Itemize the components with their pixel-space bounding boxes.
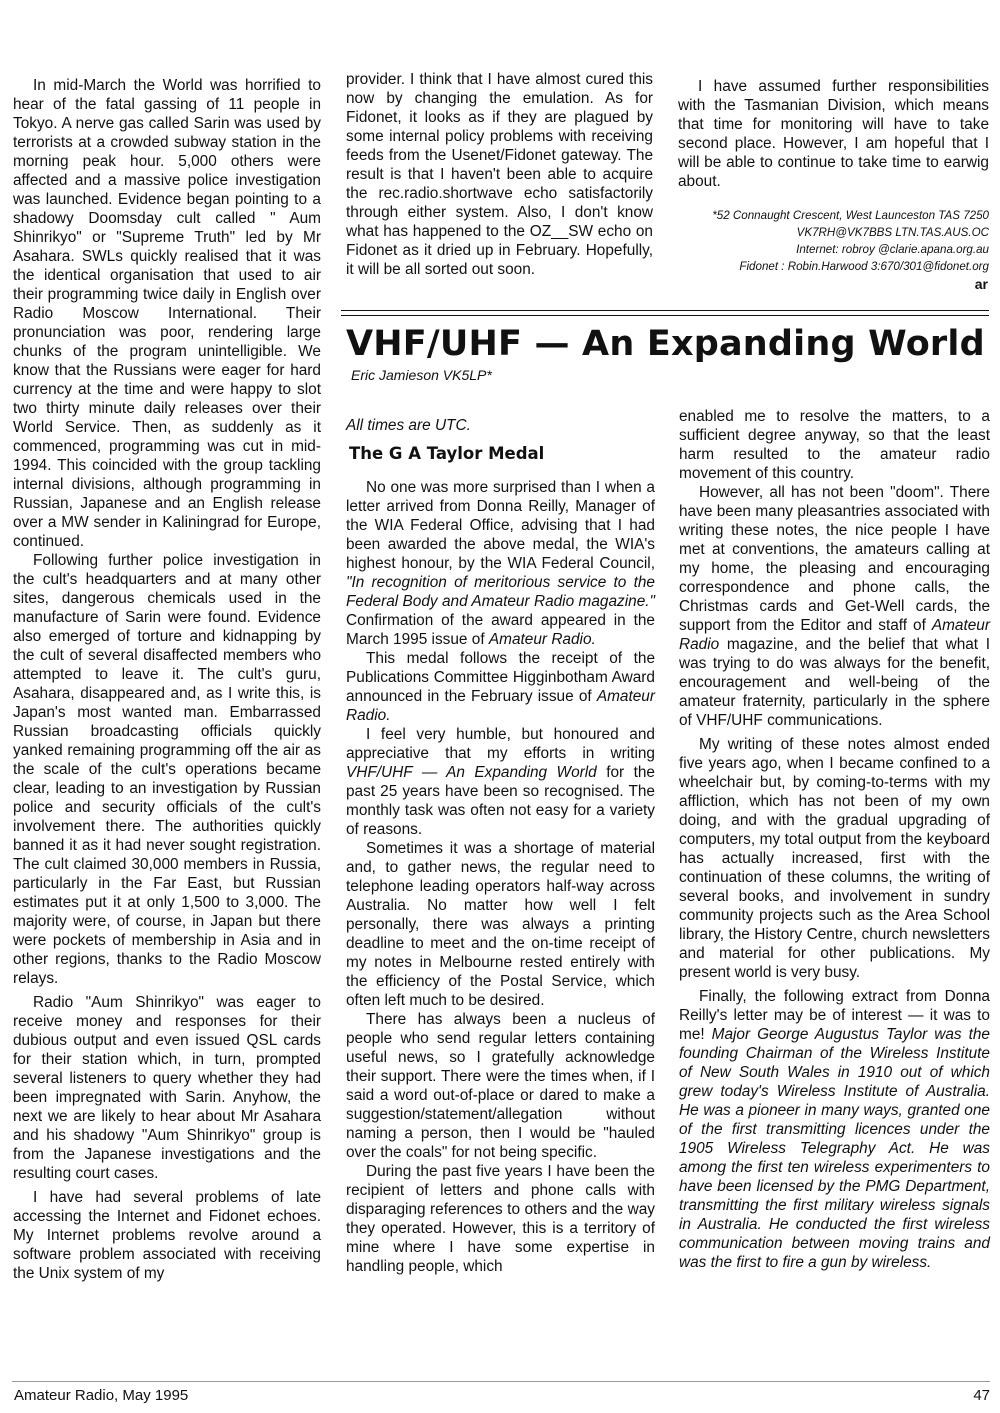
times-note: All times are UTC.	[346, 417, 471, 434]
author-address	[640, 207, 989, 275]
divider	[341, 310, 989, 311]
column-left	[13, 76, 321, 1283]
article-byline: Eric Jamieson VK5LP*	[351, 367, 492, 383]
body-paragraph: My writing of these notes almost ended five years ago, when I became confined to a wheelchair but, by coming-to-terms with my affliction, which has not been of my own doing, and with the gradual upgrading of computers, my total output from the keyboard has actually increased, first with the continuation of these columns, the writing of several books, and involvement in sundry community projects such as the Area School library, the History Centre, church newsletters and material for other publications. My present world is very busy.	[679, 736, 990, 981]
page-number: 47	[973, 1387, 990, 1404]
article-column-left	[346, 416, 655, 1276]
body-paragraph: I feel very humble, but honoured and appreciative that my efforts in writing VHF/UHF — An Expanding World for the past 25 years have been so recognised. The monthly task was often not easy for a variety of reasons.	[346, 726, 655, 838]
body-paragraph: In mid-March the World was horrified to hear of the fatal gassing of 11 people in Tokyo. A nerve gas called Sarin was used by terrorists at a crowded subway station in the morning peak hour. 5,000 others were affected and a massive police investigation was launched. Evidence began pointing to a shadowy Doomsday cult called " Aum Shinrikyo" or "Supreme Truth" led by Mr Asahara. SWLs quickly realised that it was the identical organisation that used to air their programming twice daily in English over Radio Moscow International. Their pronunciation was poor, rendering large chunks of the program unintelligible. We know that the Russians were eager for hard currency at the time and were happy to slot two thirty minute daily releases over their World Service. Then, as suddenly as it commenced, programming was cut in mid-1994. This coincided with the group tackling internal divisions, although programming in Russian, Japanese and an English release over a MW sender in Kaliningrad for Europe, continued.	[13, 77, 321, 550]
article-title: VHF/UHF — An Expanding World	[346, 324, 985, 364]
column-right-top	[678, 77, 989, 191]
article-column-right	[679, 407, 990, 1272]
column-middle-top	[346, 70, 653, 279]
body-paragraph: I have assumed further responsibilities with the Tasmanian Division, which means that time for monitoring will have to take second place. However, I am hopeful that I will be able to continue to take time to earwig about.	[678, 78, 989, 190]
address-line: Fidonet : Robin.Harwood 3:670/301@fidonet.org	[739, 260, 989, 273]
address-line: *52 Connaught Crescent, West Launceston TAS 7250	[712, 209, 989, 222]
body-paragraph: There has always been a nucleus of people who send regular letters containing useful news, so I gratefully acknowledge their support. There were the times when, if I said a word out-of-place or dared to make a suggestion/statement/allegation without naming a person, then I would be "hauled over the coals" for not being specific.	[346, 1011, 655, 1161]
signoff-mark: ar	[974, 276, 988, 292]
section-heading: The G A Taylor Medal	[349, 444, 545, 463]
address-line: Internet: robroy @clarie.apana.org.au	[796, 243, 989, 256]
body-paragraph: enabled me to resolve the matters, to a sufficient degree anyway, so that the least harm resulted to the amateur radio movement of this country.	[679, 408, 990, 482]
body-paragraph: I have had several problems of late accessing the Internet and Fidonet echoes. My Internet problems revolve around a software problem associated with receiving the Unix system of my	[13, 1189, 321, 1282]
body-paragraph: This medal follows the receipt of the Publications Committee Higginbotham Award announced in the February issue of Amateur Radio.	[346, 650, 655, 724]
body-paragraph: Following further police investigation in the cult's headquarters and at many other sites, dangerous chemicals used in the manufacture of Sarin were found. Evidence also emerged of torture and kidnapping by the cult of several disaffected members who attempted to leave it. The cult's guru, Asahara, disappeared and, as I write this, is Japan's most wanted man. Embarrassed Russian broadcasting officials quickly yanked remaining programming off the air as the scale of the cult's operations became clear, leading to an investigation by Russian police and security officials of the cult's involvement there. The authorities quickly banned it as it had never sought registration. The cult claimed 30,000 members in Russia, particularly in the Far East, but Russian estimates put it at only 1,500 to 3,000. The majority were, of course, in Japan but there were pockets of membership in Asia and in other regions, thanks to the Radio Moscow relays.	[13, 552, 321, 987]
footer-publication: Amateur Radio, May 1995	[14, 1387, 189, 1404]
body-paragraph: However, all has not been "doom". There have been many pleasantries associated with writing these notes, the nice people I have met at conventions, the amateurs calling at my home, the pleasing and encouraging correspondence and phone calls, the Christmas cards and Get-Well cards, the support from the Editor and staff of Amateur Radio magazine, and the belief that what I was trying to do was always for the benefit, encouragement and well-being of the amateur fraternity, particularly in the sphere of VHF/UHF communications.	[679, 484, 990, 729]
divider	[341, 315, 989, 316]
body-paragraph: provider. I think that I have almost cured this now by changing the emulation. As for Fidonet, it looks as if they are plagued by some internal policy problems with receiving feeds from the Usenet/Fidonet gateway. The result is that I haven't been able to acquire the rec.radio.shortwave echo satisfactorily through either system. Also, I don't know what has happened to the OZ__SW echo on Fidonet as it dried up in February. Hopefully, it will be all sorted out soon.	[346, 71, 653, 278]
body-paragraph: No one was more surprised than I when a letter arrived from Donna Reilly, Manager of the WIA Federal Office, advising that I had been awarded the above medal, the WIA's highest honour, by the WIA Federal Council, "In recognition of meritorious service to the Federal Body and Amateur Radio magazine." Confirmation of the award appeared in the March 1995 issue of Amateur Radio.	[346, 479, 655, 648]
body-paragraph: Finally, the following extract from Donna Reilly's letter may be of interest — it was to me! Major George Augustus Taylor was the founding Chairman of the Wireless Institute of New South Wales in 1910 out of which grew today's Wireless Institute of Australia. He was a pioneer in many ways, granted one of the first transmitting licences under the 1905 Wireless Telegraphy Act. He was among the first ten wireless experimenters to have been licensed by the PMG Department, transmitting the first military wireless signals in Australia. He conducted the first wireless communication between moving trains and was the first to fire a gun by wireless.	[679, 988, 990, 1271]
body-paragraph: Radio "Aum Shinrikyo" was eager to receive money and responses for their dubious output and even issued QSL cards for their station which, in turn, prompted several listeners to query whether they had been impregnated with Sarin. Anyhow, the next we are likely to hear about Mr Asahara and his shadowy "Aum Shinrikyo" group is from the Japanese investigations and the resulting court cases.	[13, 994, 321, 1182]
body-paragraph: During the past five years I have been the recipient of letters and phone calls with disparaging references to others and the way they operated. However, this is a territory of mine where I have some expertise in handling people, which	[346, 1163, 655, 1275]
footer-divider	[12, 1381, 990, 1382]
body-paragraph: Sometimes it was a shortage of material and, to gather news, the regular need to telephone leading operators half-way across Australia. No matter how well I felt personally, there was always a printing deadline to meet and the on-time receipt of my notes in Melbourne rested entirely with the efficiency of the Postal Service, which often left much to be desired.	[346, 840, 655, 1009]
address-line: VK7RH@VK7BBS LTN.TAS.AUS.OC	[796, 226, 989, 239]
